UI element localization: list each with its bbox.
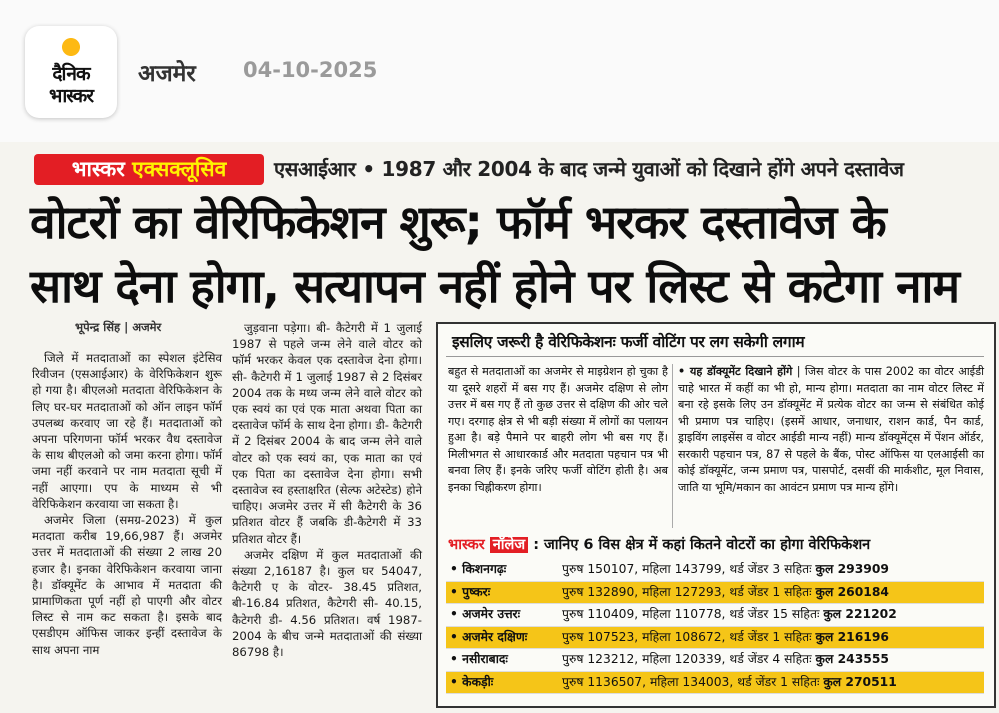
knowledge-title: [448, 534, 988, 554]
voter-total: कुल 260184: [815, 584, 889, 599]
headline-line1: वोटरों का वेरिफिकेशन शुरू; फॉर्म भरकर दस्तावेज के: [30, 195, 886, 249]
badge-brand: भास्कर: [71, 157, 125, 181]
paragraph: जिले में मतदाताओं का स्पेशल इंटेसिव रिवीजन (एसआईआर) के वेरिफिकेशन शुरू हो गया है। बीएलओ मतदाता वेरिफिकेशन के लिए घर-घर मतदाताओं को ऑन लाइन फॉर्म उपलब्ध करवाए जा रहे हैं। मतदाताओं को अपना परिगणना फॉर्म भरकर वैध दस्तावेज के साथ बीएलओ को जमा करना होगा। फॉर्म जमा नहीं करवाने पर नाम मतदाता सूची में नहीं आएगा। एप के माध्यम से भी वेरिफिकेशन करवाया जा सकता है।: [32, 351, 222, 511]
constituency-name: • नसीराबादः: [450, 652, 508, 666]
constituency-name: • किशनगढ़ः: [450, 562, 507, 576]
paragraph: अजमेर दक्षिण में कुल मतदाताओं की संख्या 2,16187 है। कुल घर 54047, कैटेगरी ए के वोटर- 38.45 प्रतिशत, बी-16.84 प्रतिशत, कैटेगरी सी- 40.15, कैटेगरी डी- 4.56 प्रतिशत। वर्ष 1987- 2004 के बीच जन्मे मतदाताओं की संख्या 86798 है।: [232, 547, 422, 660]
logo-line1: दैनिक: [52, 63, 90, 85]
documents-text: | जिस वोटर के पास 2002 का वोटर आईडी चाहे भारत में कहीं का भी हो, मान्य होगा। मतदाता का नाम वोटर लिस्ट में बना रहे इसके लिए उन डॉक्यूमेंट में प्रत्येक वोटर का जन्म से संबंधित कोई भी प्रमाण पत्र चाहिए। (इसमें आधार, जनाधार, राशन कार्ड, पैन कार्ड, ड्राइविंग लाइसेंस व वोटर आईडी मान्य नहीं) मान्य डॉक्यूमेंट्स में पेंशन ऑर्डर, सरकारी पहचान पत्र, 87 से पहले के बैंक, पोस्ट ऑफिस या एलआईसी का कोई डॉक्यूमेंट, जन्म प्रमाण पत्र, पासपोर्ट, दसवीं की मार्कशीट, मूल निवास, जाति या भूमि/मकान का आवंटन प्रमाण पत्र मान्य होंगे।: [678, 365, 985, 494]
edition-date: 04-10-2025: [243, 58, 378, 82]
voter-breakdown: पुरुष 132890, महिला 127293, थर्ड जेंडर 1 सहितः: [562, 584, 812, 599]
logo-line2: भास्कर: [48, 85, 94, 107]
byline: भूपेन्द्र सिंह | अजमेर: [75, 320, 162, 334]
infobox-left-text: बहुत से मतदाताओं का अजमेर से माइग्रेशन हो चुका है या दूसरे शहरों में बस गए हैं। अजमेर दक्षिण से लोग उत्तर में बस गए हैं तो कुछ उत्तर से दक्षिण की ओर चले गए। दरगाह क्षेत्र से भी बड़ी संख्या में लोगों का पलायन हुआ है। बड़े पैमाने पर बाहरी लोग भी बस गए हैं। मिलीभगत से आधारकार्ड और मतदाता पहचान पत्र भी बनवा लिए हैं। इनके जरिए फर्जी वोटिंग होती है। अब इनका चिह्नीकरण होगा।: [448, 365, 668, 494]
table-row: [446, 559, 984, 582]
dainik-bhaskar-logo[interactable]: [25, 26, 117, 118]
headline-line2: साथ देना होगा, सत्यापन नहीं होने पर लिस्ट से कटेगा नाम: [30, 259, 959, 313]
voter-total: कुल 243555: [815, 652, 889, 666]
table-row: [446, 582, 984, 605]
voter-breakdown: पुरुष 110409, महिला 110778, थर्ड जेंडर 15 सहितः: [562, 607, 820, 621]
sun-icon: [55, 32, 87, 62]
table-row: [446, 672, 984, 695]
article-column-1: [32, 350, 222, 658]
divider: [672, 364, 673, 528]
constituency-name: • अजमेर दक्षिणः: [450, 629, 528, 644]
infobox-title-post: फर्जी वोटिंग पर लग सकेगी लगाम: [620, 333, 805, 351]
constituency-name: • केकड़ीः: [450, 674, 494, 689]
knowledge-brand: भास्कर: [448, 537, 485, 553]
documents-lead: • यह डॉक्यूमेंट दिखाने होंगे: [678, 365, 793, 378]
table-row: [446, 627, 984, 650]
kicker-bar: [34, 152, 994, 188]
infobox-right-text: [678, 364, 984, 496]
table-row: [446, 649, 984, 672]
voter-total: कुल 293909: [815, 562, 889, 576]
verification-infobox: [436, 322, 996, 708]
divider: [446, 356, 984, 357]
article-column-2: [232, 320, 422, 660]
badge-exclusive: एक्सक्लूसिव: [132, 157, 227, 181]
paragraph: जुड़वाना पड़ेगा। बी- कैटेगरी में 1 जुलाई 1987 से पहले जन्म लेने वाले वोटर को फॉर्म भरकर केवल एक दस्तावेज देना होगा। सी- कैटेगरी में 1 जुलाई 1987 से 2 दिसंबर 2004 तक के मध्य जन्म लेने वाले वोटर को एक स्वयं का एवं एक माता अथवा पिता का दस्तावेज फॉर्म के साथ देना होगा। डी- कैटेगरी में 2 दिसंबर 2004 के बाद जन्म लेने वाले वोटर को एक स्वयं का, एक माता का एवं एक पिता का दस्तावेज देना होगा। सभी दस्तावेज स्व हस्ताक्षरित (सेल्फ अटेस्टेड) होने चाहिए। अजमेर उत्तर में सी कैटेगरी के 36 प्रतिशत वोटर हैं जबकि डी-कैटेगरी में 33 प्रतिशत वोटर हैं।: [232, 321, 422, 546]
table-row: [446, 604, 984, 627]
exclusive-badge: [34, 154, 264, 185]
voter-breakdown: पुरुष 123212, महिला 120339, थर्ड जेंडर 4 सहितः: [562, 652, 812, 666]
voter-total: कुल 270511: [823, 674, 897, 689]
infobox-title: [452, 330, 980, 352]
constituency-name: • पुष्करः: [450, 584, 491, 599]
paragraph: अजमेर जिला (समग्र-2023) में कुल मतदाता करीब 19,66,987 हैं। अजमेर उत्तर में मतदाताओं की संख्या 2 लाख 20 हजार है। इनका वेरिफिकेशन करवाया जाना है। डॉक्यूमेंट के आभाव में मतदाता की प्रामाणिकता पूर्ण नहीं हो पाएगी और वोटर लिस्ट से नाम कट सकता है। इसके बाद एसडीएम ऑफिस जाकर इन्हीं दस्तावेज के साथ अपना नाम: [32, 513, 222, 657]
voter-total: कुल 216196: [815, 629, 889, 644]
constituency-name: • अजमेर उत्तरः: [450, 607, 521, 621]
voter-breakdown: पुरुष 150107, महिला 143799, थर्ड जेंडर 3 सहितः: [562, 562, 812, 576]
edition-city[interactable]: अजमेर: [138, 61, 196, 87]
constituency-table: [446, 559, 984, 694]
knowledge-heading: : जानिए 6 विस क्षेत्र में कहां कितने वोटरों का होगा वेरिफिकेशन: [533, 537, 871, 553]
voter-breakdown: पुरुष 1136507, महिला 134003, थर्ड जेंडर 1 सहितः: [562, 674, 820, 689]
knowledge-tag: नॉलेज: [490, 537, 528, 553]
kicker-text: एसआईआर • 1987 और 2004 के बाद जन्मे युवाओं को दिखाने होंगे अपने दस्तावेज: [274, 157, 904, 181]
infobox-title-pre: इसलिए जरूरी है वेरिफिकेशनः: [452, 333, 616, 351]
app-header: [0, 0, 999, 142]
voter-total: कुल 221202: [823, 607, 897, 621]
voter-breakdown: पुरुष 107523, महिला 108672, थर्ड जेंडर 1 सहितः: [562, 629, 812, 644]
